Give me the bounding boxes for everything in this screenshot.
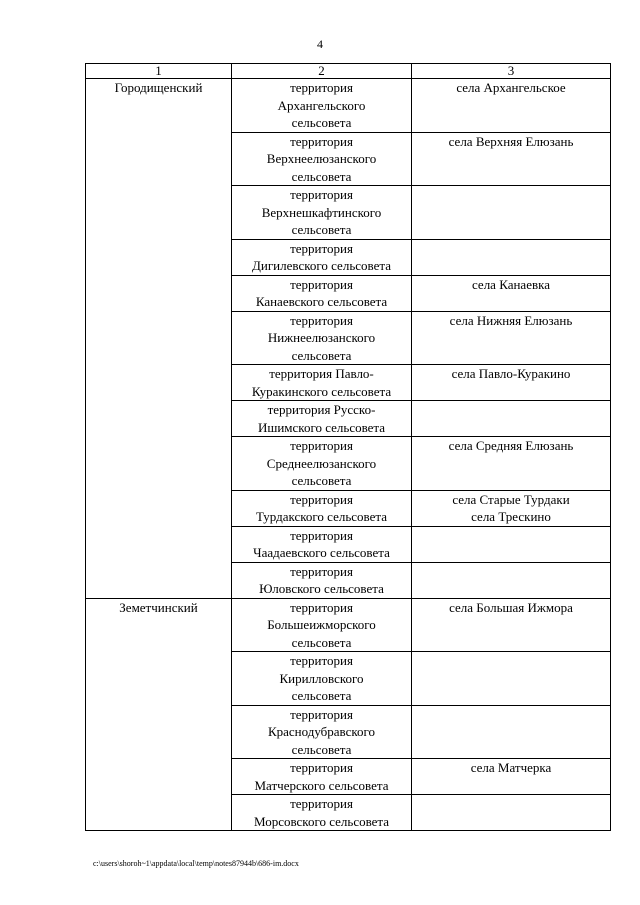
territory-cell [232,598,412,652]
footer-file-path: c:\users\shoroh~1\appdata\local\temp\notes87944b\686-im.docx [93,859,299,868]
settlement-line: села Старые Турдаки [452,491,570,507]
settlement-line: села Трескино [471,509,551,524]
header-cell-1: 1 [86,64,232,79]
territory-cell [232,311,412,365]
settlement-cell [412,759,611,795]
settlement-cell [412,795,611,831]
territory-line: территория [290,760,353,775]
territory-line: территория [290,796,353,811]
territory-line: сельсовета [291,688,352,703]
page-number: 4 [317,37,323,51]
territory-line: Архангельского [277,97,366,113]
territory-line: территория [290,438,353,453]
territory-line: территория [290,187,353,202]
settlement-line: села Матчерка [470,760,552,775]
territory-line: сельсовета [291,634,352,650]
settlement-cell [412,365,611,401]
territory-line: территория [290,80,353,95]
territory-line: сельсовета [291,347,352,363]
territory-line: территория Павло- [269,366,374,381]
territory-line: территория [290,527,353,543]
settlement-cell [412,652,611,706]
settlement-cell [412,705,611,759]
territory-line: территория [290,133,353,149]
territory-line: Дигилевского сельсовета [252,258,391,273]
territory-line: территория [290,706,353,722]
territory-line: Чаадаевского сельсовета [253,545,390,560]
territory-line: территория [290,563,353,579]
settlement-cell [412,311,611,365]
territory-cell [232,437,412,491]
territory-line: Канаевского сельсовета [255,294,388,309]
territory-cell [232,759,412,795]
territory-line: Большеижморского [267,617,376,632]
territory-line: Нижнеелюзанского [267,330,376,345]
territory-line: территория [290,240,353,256]
settlement-line: села Средняя Елюзань [448,438,574,453]
header-cell-3: 3 [412,64,611,79]
district-cell: Городищенский [86,79,232,599]
settlement-line: села Павло-Куракино [451,366,571,381]
territory-line: Среднеелюзанского [266,455,377,471]
territory-line: Верхнешкафтинского [261,204,382,220]
settlement-cell [412,598,611,652]
territory-line: сельсовета [291,473,352,488]
territory-cell [232,275,412,311]
settlement-line: села Большая Ижмора [449,599,573,615]
territory-line: территория [290,599,353,615]
territory-cell [232,132,412,186]
territory-line: территория [290,276,353,292]
territory-cell [232,239,412,275]
settlement-cell [412,562,611,598]
territory-line: Морсовского сельсовета [253,813,390,829]
settlement-cell [412,490,611,526]
settlement-cell [412,79,611,133]
territory-line: территория [290,491,353,507]
district-cell: Земетчинский [86,598,232,831]
territory-cell [232,490,412,526]
header-cell-2: 2 [232,64,412,79]
territory-cell [232,562,412,598]
settlement-cell [412,239,611,275]
table-row [86,79,611,133]
settlement-cell [412,132,611,186]
territory-cell [232,652,412,706]
territory-line: территория Русско- [267,402,376,417]
territory-line: Краснодубравского [267,724,376,739]
settlement-cell [412,275,611,311]
settlement-cell [412,437,611,491]
territory-table [85,63,611,831]
territory-cell [232,705,412,759]
territory-line: сельсовета [291,741,352,757]
territory-cell [232,795,412,831]
territory-line: сельсовета [291,168,352,184]
territory-line: Куракинского сельсовета [251,383,392,399]
settlement-line: села Архангельское [456,80,566,95]
territory-line: сельсовета [291,115,352,130]
settlement-cell [412,526,611,562]
settlement-line: села Верхняя Елюзань [448,133,574,149]
territory-line: Матчерского сельсовета [254,777,389,793]
territory-cell [232,79,412,133]
territory-line: Юловского сельсовета [259,581,384,596]
settlement-line: села Канаевка [472,276,550,292]
territory-cell [232,365,412,401]
territory-line: территория [290,653,353,668]
territory-line: Верхнеелюзанского [266,151,377,166]
table-row [86,598,611,652]
territory-line: Ишимского сельсовета [257,419,386,435]
table-header-row [86,64,611,79]
settlement-cell [412,186,611,240]
territory-cell [232,186,412,240]
territory-line: Кирилловского [279,670,364,686]
territory-line: территория [290,312,353,328]
territory-line: сельсовета [291,222,352,237]
territory-cell [232,526,412,562]
territory-cell [232,401,412,437]
territory-line: Турдакского сельсовета [255,509,387,524]
settlement-line: села Нижняя Елюзань [449,312,573,328]
settlement-cell [412,401,611,437]
